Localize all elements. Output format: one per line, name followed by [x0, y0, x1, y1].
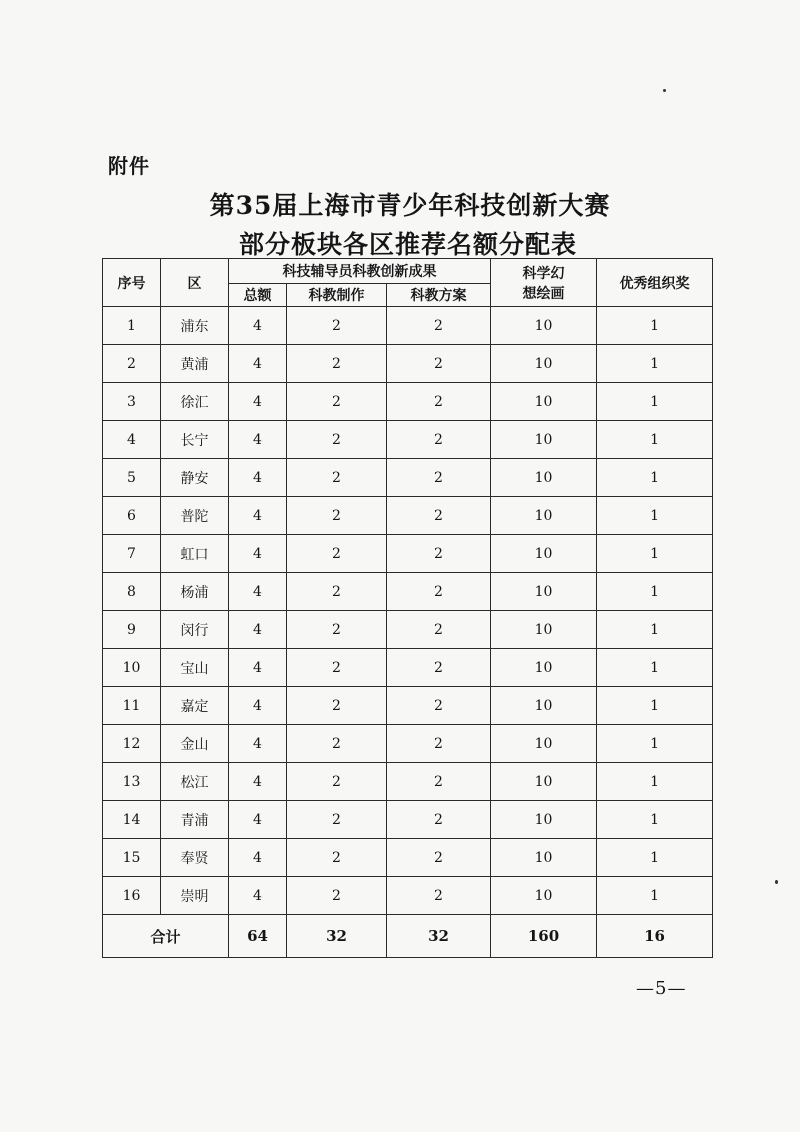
header-tutor-group: 科技辅导员科教创新成果 — [229, 259, 491, 284]
scan-speck — [663, 89, 666, 92]
row-total: 4 — [229, 459, 287, 497]
header-production: 科教制作 — [287, 284, 387, 307]
row-award: 1 — [597, 573, 713, 611]
row-production: 2 — [287, 383, 387, 421]
row-district: 松江 — [161, 763, 229, 801]
row-award: 1 — [597, 839, 713, 877]
row-total: 4 — [229, 611, 287, 649]
header-fantasy-line1: 科学幻 — [522, 265, 565, 282]
row-index: 8 — [103, 573, 161, 611]
row-total: 4 — [229, 801, 287, 839]
row-award: 1 — [597, 687, 713, 725]
row-plan: 2 — [387, 345, 491, 383]
row-plan: 2 — [387, 763, 491, 801]
row-total: 4 — [229, 877, 287, 915]
row-district: 奉贤 — [161, 839, 229, 877]
row-index: 11 — [103, 687, 161, 725]
row-plan: 2 — [387, 877, 491, 915]
row-index: 1 — [103, 307, 161, 345]
row-district: 嘉定 — [161, 687, 229, 725]
row-total: 4 — [229, 649, 287, 687]
totals-fantasy: 160 — [491, 915, 597, 958]
row-plan: 2 — [387, 421, 491, 459]
row-fantasy: 10 — [491, 459, 597, 497]
table-row — [103, 573, 713, 611]
header-fantasy-line2: 想绘画 — [522, 285, 565, 302]
row-total: 4 — [229, 839, 287, 877]
row-district: 浦东 — [161, 307, 229, 345]
table-row — [103, 763, 713, 801]
table-row — [103, 497, 713, 535]
row-award: 1 — [597, 497, 713, 535]
table-row — [103, 687, 713, 725]
row-production: 2 — [287, 345, 387, 383]
table-row — [103, 421, 713, 459]
row-fantasy: 10 — [491, 611, 597, 649]
row-plan: 2 — [387, 649, 491, 687]
row-production: 2 — [287, 611, 387, 649]
row-fantasy: 10 — [491, 649, 597, 687]
row-district: 徐汇 — [161, 383, 229, 421]
row-plan: 2 — [387, 725, 491, 763]
row-fantasy: 10 — [491, 687, 597, 725]
row-district: 杨浦 — [161, 573, 229, 611]
row-production: 2 — [287, 573, 387, 611]
row-fantasy: 10 — [491, 877, 597, 915]
row-plan: 2 — [387, 459, 491, 497]
row-plan: 2 — [387, 383, 491, 421]
table-row — [103, 345, 713, 383]
row-fantasy: 10 — [491, 535, 597, 573]
row-production: 2 — [287, 307, 387, 345]
row-award: 1 — [597, 611, 713, 649]
header-district: 区 — [161, 259, 229, 307]
header-index: 序号 — [103, 259, 161, 307]
table-row — [103, 383, 713, 421]
row-plan: 2 — [387, 611, 491, 649]
row-award: 1 — [597, 307, 713, 345]
totals-total: 64 — [229, 915, 287, 958]
row-index: 2 — [103, 345, 161, 383]
row-total: 4 — [229, 345, 287, 383]
row-award: 1 — [597, 383, 713, 421]
row-fantasy: 10 — [491, 345, 597, 383]
row-production: 2 — [287, 877, 387, 915]
row-production: 2 — [287, 649, 387, 687]
row-production: 2 — [287, 687, 387, 725]
table-row — [103, 649, 713, 687]
row-index: 10 — [103, 649, 161, 687]
row-plan: 2 — [387, 573, 491, 611]
row-award: 1 — [597, 649, 713, 687]
table-row — [103, 877, 713, 915]
row-district: 长宁 — [161, 421, 229, 459]
page-number: —5— — [636, 978, 687, 999]
table-body — [103, 307, 713, 958]
row-plan: 2 — [387, 497, 491, 535]
row-index: 3 — [103, 383, 161, 421]
table-row — [103, 459, 713, 497]
annex-label: 附件 — [108, 154, 150, 178]
row-award: 1 — [597, 459, 713, 497]
row-total: 4 — [229, 421, 287, 459]
row-index: 14 — [103, 801, 161, 839]
row-fantasy: 10 — [491, 383, 597, 421]
row-production: 2 — [287, 725, 387, 763]
row-plan: 2 — [387, 801, 491, 839]
row-total: 4 — [229, 383, 287, 421]
row-total: 4 — [229, 573, 287, 611]
row-plan: 2 — [387, 307, 491, 345]
table-row — [103, 611, 713, 649]
row-award: 1 — [597, 345, 713, 383]
row-award: 1 — [597, 801, 713, 839]
row-plan: 2 — [387, 839, 491, 877]
row-production: 2 — [287, 535, 387, 573]
row-district: 闵行 — [161, 611, 229, 649]
row-index: 16 — [103, 877, 161, 915]
row-total: 4 — [229, 725, 287, 763]
row-index: 9 — [103, 611, 161, 649]
totals-row — [103, 915, 713, 958]
row-fantasy: 10 — [491, 421, 597, 459]
totals-plan: 32 — [387, 915, 491, 958]
row-award: 1 — [597, 421, 713, 459]
row-production: 2 — [287, 839, 387, 877]
row-total: 4 — [229, 497, 287, 535]
row-award: 1 — [597, 877, 713, 915]
row-fantasy: 10 — [491, 573, 597, 611]
scan-speck — [775, 880, 778, 884]
row-index: 6 — [103, 497, 161, 535]
totals-production: 32 — [287, 915, 387, 958]
table-row — [103, 801, 713, 839]
row-plan: 2 — [387, 535, 491, 573]
table-row — [103, 725, 713, 763]
totals-award: 16 — [597, 915, 713, 958]
row-index: 13 — [103, 763, 161, 801]
document-subtitle: 部分板块各区推荐名额分配表 — [238, 230, 577, 259]
row-fantasy: 10 — [491, 307, 597, 345]
row-award: 1 — [597, 763, 713, 801]
row-fantasy: 10 — [491, 497, 597, 535]
row-district: 普陀 — [161, 497, 229, 535]
quota-table — [102, 258, 713, 958]
row-district: 金山 — [161, 725, 229, 763]
row-production: 2 — [287, 459, 387, 497]
header-fantasy-painting — [491, 259, 597, 307]
row-award: 1 — [597, 535, 713, 573]
row-fantasy: 10 — [491, 839, 597, 877]
row-total: 4 — [229, 687, 287, 725]
row-district: 虹口 — [161, 535, 229, 573]
row-fantasy: 10 — [491, 801, 597, 839]
row-district: 青浦 — [161, 801, 229, 839]
table-row — [103, 839, 713, 877]
row-plan: 2 — [387, 687, 491, 725]
totals-label: 合计 — [103, 915, 229, 958]
row-production: 2 — [287, 763, 387, 801]
row-award: 1 — [597, 725, 713, 763]
row-total: 4 — [229, 535, 287, 573]
row-production: 2 — [287, 801, 387, 839]
row-district: 黄浦 — [161, 345, 229, 383]
row-production: 2 — [287, 421, 387, 459]
row-index: 4 — [103, 421, 161, 459]
header-total: 总额 — [229, 284, 287, 307]
row-total: 4 — [229, 307, 287, 345]
row-total: 4 — [229, 763, 287, 801]
row-district: 宝山 — [161, 649, 229, 687]
row-district: 崇明 — [161, 877, 229, 915]
table-row — [103, 307, 713, 345]
table-row — [103, 535, 713, 573]
row-production: 2 — [287, 497, 387, 535]
row-index: 15 — [103, 839, 161, 877]
row-fantasy: 10 — [491, 763, 597, 801]
row-index: 12 — [103, 725, 161, 763]
header-plan: 科教方案 — [387, 284, 491, 307]
document-title: 第35届上海市青少年科技创新大赛 — [209, 191, 611, 220]
header-award: 优秀组织奖 — [597, 259, 713, 307]
row-fantasy: 10 — [491, 725, 597, 763]
row-index: 7 — [103, 535, 161, 573]
row-index: 5 — [103, 459, 161, 497]
row-district: 静安 — [161, 459, 229, 497]
